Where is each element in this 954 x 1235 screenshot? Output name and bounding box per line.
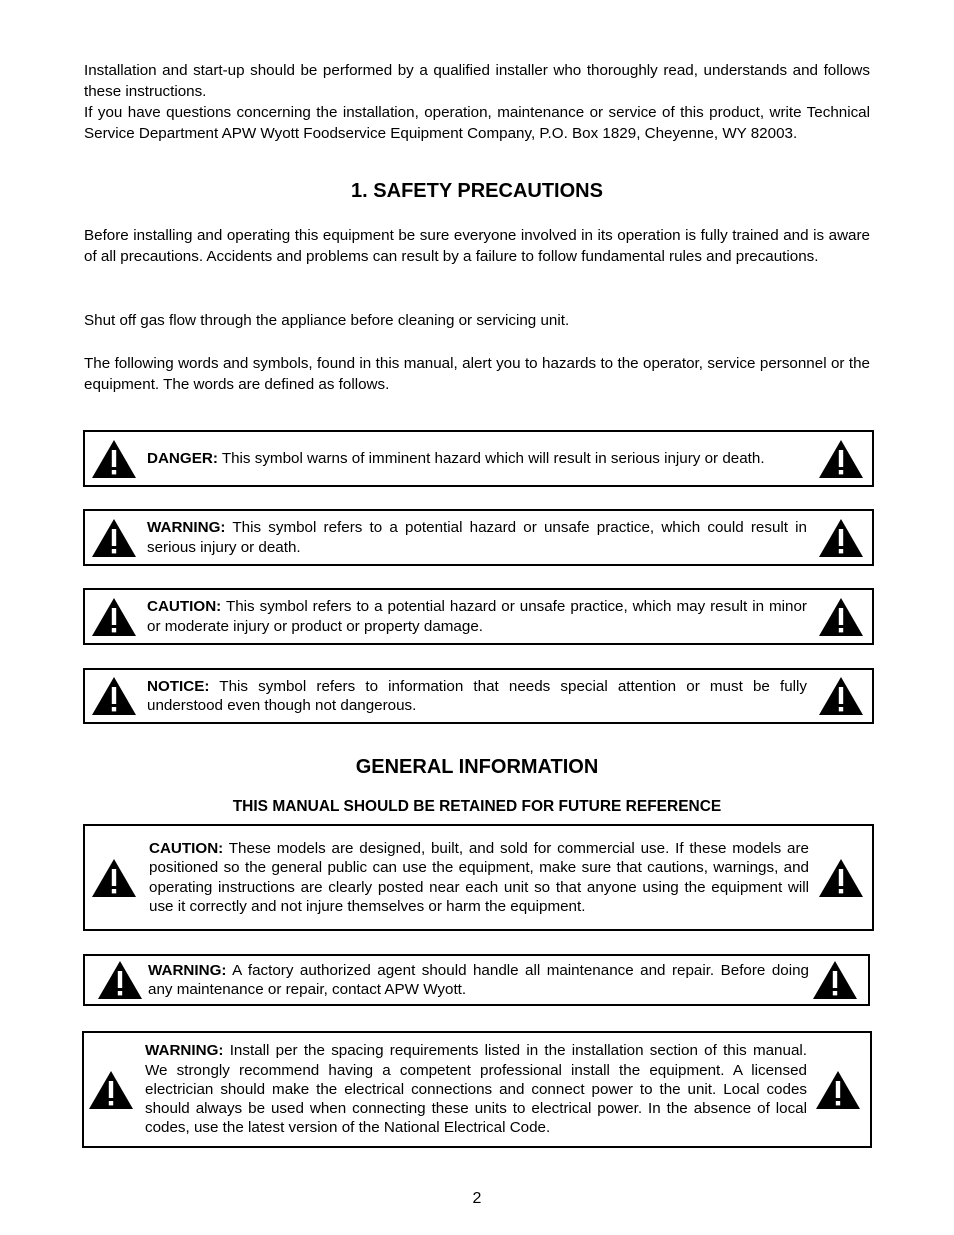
general-warning-2-text: WARNING: Install per the spacing requirements listed in the installation section of this manual. We strongly recommend having a competent professional install the equipment. A licensed electrician should make the electrical connections and connect power to the unit. Local codes should always be used when connecting these units to electrical power. In the absence of local codes, use the latest version of the National Electrical Code. (145, 1042, 807, 1137)
general-warning-box-1 (83, 954, 870, 1006)
warning-triangle-icon (818, 439, 864, 479)
warning-triangle-icon (88, 1070, 134, 1110)
warning-triangle-icon (818, 676, 864, 716)
danger-box (83, 430, 874, 487)
general-caution-box (83, 824, 874, 931)
warning-triangle-icon (812, 960, 858, 1000)
notice-box (83, 668, 874, 724)
caution-box (83, 588, 874, 645)
intro-text (84, 60, 870, 144)
safety-heading: 1. SAFETY PRECAUTIONS (351, 180, 603, 202)
warning-box (83, 509, 874, 566)
safety-paragraph-3: The following words and symbols, found in this manual, alert you to hazards to the operator, service personnel or the equipment. The words are defined as follows. (84, 355, 870, 393)
warning-triangle-icon (91, 518, 137, 558)
warning-triangle-icon (818, 597, 864, 637)
intro-paragraph-2: If you have questions concerning the installation, operation, maintenance or service of this product, write Technical Service Department APW Wyott Foodservice Equipment Company, P.O. Box 1829, Cheyenne, WY 82003. (84, 104, 870, 142)
danger-text: DANGER: This symbol warns of imminent hazard which will result in serious injury or death. (147, 449, 765, 467)
notice-text: NOTICE: This symbol refers to information that needs special attention or must be fully understood even though not dangerous. (147, 677, 807, 714)
caution-text: CAUTION: This symbol refers to a potential hazard or unsafe practice, which may result in minor or moderate injury or product or property damage. (147, 598, 807, 635)
page-number: 2 (472, 1190, 482, 1207)
warning-triangle-icon (815, 1070, 861, 1110)
general-warning-1-text: WARNING: A factory authorized agent should handle all maintenance and repair. Before doing any maintenance or repair, contact APW Wyott. (148, 961, 809, 998)
warning-triangle-icon (91, 676, 137, 716)
warning-triangle-icon (97, 960, 143, 1000)
general-warning-box-2 (82, 1031, 872, 1148)
warning-triangle-icon (91, 858, 137, 898)
warning-triangle-icon (818, 518, 864, 558)
general-subheading: THIS MANUAL SHOULD BE RETAINED FOR FUTURE REFERENCE (232, 798, 722, 815)
safety-paragraph-2: Shut off gas flow through the appliance before cleaning or servicing unit. (84, 312, 570, 329)
warning-triangle-icon (91, 439, 137, 479)
intro-paragraph-1: Installation and start-up should be performed by a qualified installer who thoroughly read, understands and follows these instructions. (84, 62, 870, 100)
warning-text: WARNING: This symbol refers to a potential hazard or unsafe practice, which could result in serious injury or death. (147, 519, 807, 556)
general-caution-text: CAUTION: These models are designed, built, and sold for commercial use. If these models are positioned so the general public can use the equipment, make sure that cautions, warnings, and operating instructions are clearly posted near each unit so that anyone using the equipment will use it correctly and not injure themselves or harm the equipment. (149, 840, 809, 915)
safety-paragraph-1: Before installing and operating this equipment be sure everyone involved in its operation is fully trained and is aware of all precautions. Accidents and problems can result by a failure to follow fundamental rules and precautions. (84, 227, 870, 265)
warning-triangle-icon (91, 597, 137, 637)
general-heading: GENERAL INFORMATION (355, 756, 599, 778)
warning-triangle-icon (818, 858, 864, 898)
